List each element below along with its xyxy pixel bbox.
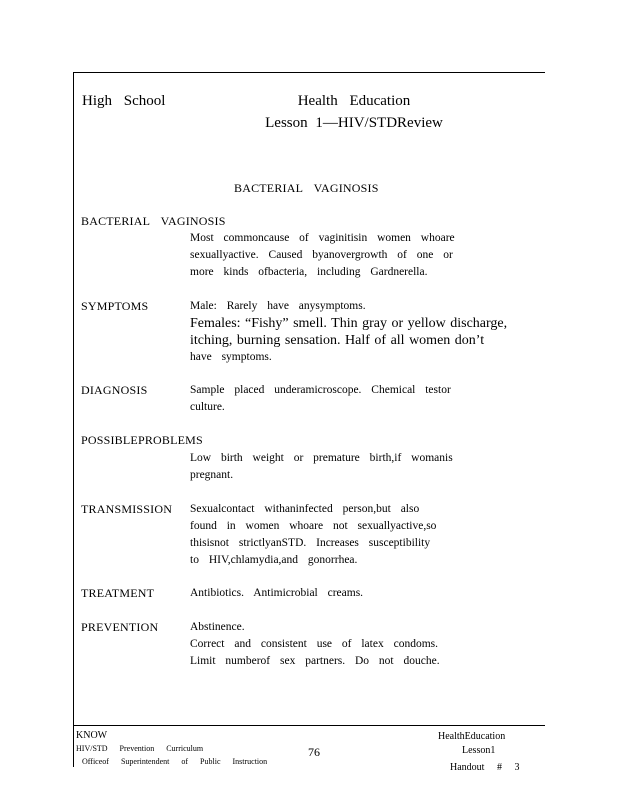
- header-school: High School: [82, 93, 166, 109]
- bottom-rule: [73, 725, 545, 726]
- section-line: Limit numberof sex partners. Do not douche.: [190, 655, 440, 667]
- section-body-treatment: [190, 585, 520, 602]
- left-rule: [73, 72, 74, 767]
- section-label-diagnosis: DIAGNOSIS: [81, 383, 148, 397]
- section-body-symptoms: [190, 298, 520, 366]
- section-line: Correct and consistent use of latex condoms.: [190, 638, 438, 650]
- section-line: itching, burning sensation. Half of all women don’t: [190, 333, 485, 348]
- section-line: Abstinence.: [190, 621, 245, 633]
- page-number: 76: [308, 745, 320, 759]
- section-label-treatment: TREATMENT: [81, 586, 155, 600]
- section-line: found in women whoare not sexuallyactive,so: [190, 520, 437, 532]
- section-line: thisisnot strictlyanSTD. Increases susceptibility: [190, 537, 431, 549]
- top-rule: [73, 72, 545, 73]
- section-line: Low birth weight or premature birth,if womanis: [190, 452, 453, 464]
- section-line: Antibiotics. Antimicrobial creams.: [190, 587, 364, 599]
- section-body-bacterial-vaginosis: [190, 230, 520, 281]
- page-subtitle: BACTERIAL VAGINOSIS: [234, 181, 379, 195]
- section-body-diagnosis: [190, 382, 520, 416]
- section-line: have symptoms.: [190, 351, 272, 363]
- section-label-prevention: PREVENTION: [81, 620, 159, 634]
- section-label-possible-problems: POSSIBLEPROBLEMS: [81, 433, 203, 447]
- footer-lesson: Lesson1: [462, 745, 496, 756]
- footer-know: KNOW: [76, 730, 108, 741]
- section-label-bacterial-vaginosis: BACTERIAL VAGINOSIS: [81, 214, 226, 228]
- section-line: culture.: [190, 401, 225, 413]
- section-line: to HIV,chlamydia,and gonorrhea.: [190, 554, 358, 566]
- section-line: Females: “Fishy” smell. Thin gray or yellow discharge,: [190, 316, 508, 331]
- section-line: more kinds ofbacteria, including Gardnerella.: [190, 266, 428, 278]
- section-body-prevention: [190, 619, 520, 670]
- section-line: Male: Rarely have anysymptoms.: [190, 300, 366, 312]
- section-line: Most commoncause of vaginitisin women whoare: [190, 232, 455, 244]
- section-label-transmission: TRANSMISSION: [81, 502, 173, 516]
- section-label-symptoms: SYMPTOMS: [81, 299, 149, 313]
- section-body-possible-problems: [190, 450, 520, 484]
- section-body-transmission: [190, 501, 520, 569]
- footer-curriculum: HIV/STD Prevention Curriculum: [76, 744, 204, 753]
- footer-health-education: HealthEducation: [438, 731, 506, 742]
- header-course: Health Education: [297, 93, 411, 109]
- section-line: sexuallyactive. Caused byanovergrowth of one or: [190, 249, 453, 261]
- header-lesson: Lesson 1—HIV/STDReview: [265, 115, 443, 131]
- section-line: pregnant.: [190, 469, 234, 481]
- section-line: Sample placed underamicroscope. Chemical testor: [190, 384, 451, 396]
- section-line: Sexualcontact withaninfected person,but also: [190, 503, 420, 515]
- footer-handout: Handout # 3: [450, 762, 520, 773]
- footer-office: Officeof Superintendent of Public Instruction: [82, 757, 268, 766]
